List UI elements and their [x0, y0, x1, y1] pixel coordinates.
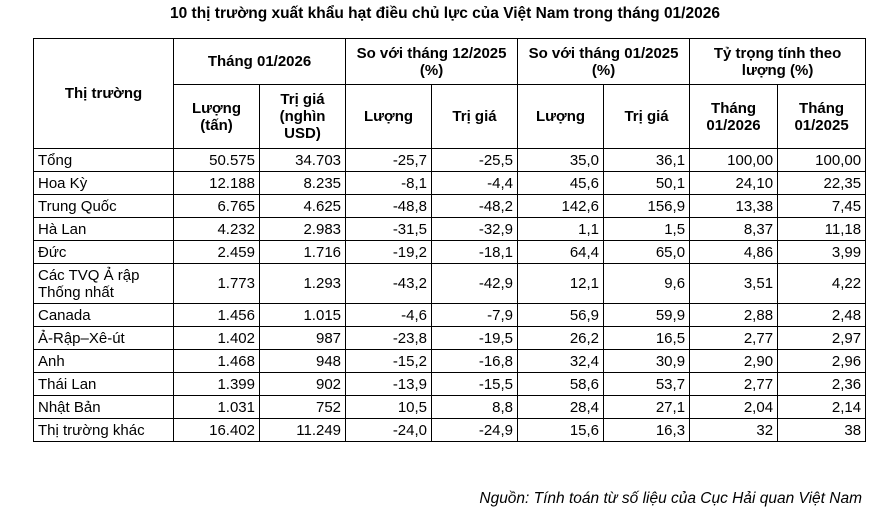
yoy-value-cell: 1,5 — [604, 218, 690, 241]
volume-cell: 1.402 — [174, 327, 260, 350]
value-cell: 34.703 — [260, 149, 346, 172]
market-name: Thái Lan — [34, 373, 174, 396]
dec-volume-cell: 10,5 — [346, 396, 432, 419]
table-row — [34, 172, 866, 195]
market-name: Tổng — [34, 149, 174, 172]
table-title: 10 thị trường xuất khẩu hạt điều chủ lực của Việt Nam trong tháng 01/2026 — [170, 5, 720, 22]
market-name: Canada — [34, 304, 174, 327]
value-cell: 2.983 — [260, 218, 346, 241]
yoy-volume-cell: 28,4 — [518, 396, 604, 419]
market-name: Trung Quốc — [34, 195, 174, 218]
yoy-value-cell: 65,0 — [604, 241, 690, 264]
market-name: Đức — [34, 241, 174, 264]
header-group-jan-2026: Tháng 01/2026 — [174, 39, 346, 85]
yoy-volume-cell: 64,4 — [518, 241, 604, 264]
volume-cell: 1.399 — [174, 373, 260, 396]
yoy-value-cell: 27,1 — [604, 396, 690, 419]
table-row — [34, 241, 866, 264]
yoy-volume-cell: 58,6 — [518, 373, 604, 396]
header-yoy-value: Trị giá — [604, 85, 690, 149]
share-2026-cell: 3,51 — [690, 264, 778, 304]
value-cell: 11.249 — [260, 419, 346, 442]
yoy-value-cell: 16,5 — [604, 327, 690, 350]
value-cell: 948 — [260, 350, 346, 373]
share-2026-cell: 32 — [690, 419, 778, 442]
yoy-volume-cell: 56,9 — [518, 304, 604, 327]
source-note: Nguồn: Tính toán từ số liệu của Cục Hải quan Việt Nam — [479, 490, 862, 507]
yoy-volume-cell: 32,4 — [518, 350, 604, 373]
share-2026-cell: 2,04 — [690, 396, 778, 419]
table-row — [34, 327, 866, 350]
yoy-value-cell: 53,7 — [604, 373, 690, 396]
yoy-volume-cell: 1,1 — [518, 218, 604, 241]
share-2025-cell: 22,35 — [778, 172, 866, 195]
market-name: Nhật Bản — [34, 396, 174, 419]
yoy-value-cell: 59,9 — [604, 304, 690, 327]
header-market: Thị trường — [34, 39, 174, 149]
dec-value-cell: -48,2 — [432, 195, 518, 218]
header-share-2025: Tháng 01/2025 — [778, 85, 866, 149]
volume-cell: 6.765 — [174, 195, 260, 218]
market-name: Hà Lan — [34, 218, 174, 241]
yoy-value-cell: 50,1 — [604, 172, 690, 195]
value-cell: 8.235 — [260, 172, 346, 195]
yoy-volume-cell: 15,6 — [518, 419, 604, 442]
yoy-value-cell: 9,6 — [604, 264, 690, 304]
share-2025-cell: 100,00 — [778, 149, 866, 172]
dec-volume-cell: -8,1 — [346, 172, 432, 195]
header-dec-volume: Lượng — [346, 85, 432, 149]
share-2026-cell: 2,77 — [690, 373, 778, 396]
value-cell: 752 — [260, 396, 346, 419]
dec-value-cell: -32,9 — [432, 218, 518, 241]
table-row — [34, 304, 866, 327]
market-name: Ả-Rập–Xê-út — [34, 327, 174, 350]
volume-cell: 16.402 — [174, 419, 260, 442]
share-2025-cell: 38 — [778, 419, 866, 442]
yoy-value-cell: 156,9 — [604, 195, 690, 218]
dec-value-cell: -15,5 — [432, 373, 518, 396]
dec-value-cell: -25,5 — [432, 149, 518, 172]
value-cell: 1.015 — [260, 304, 346, 327]
market-name: Thị trường khác — [34, 419, 174, 442]
share-2025-cell: 11,18 — [778, 218, 866, 241]
market-name: Anh — [34, 350, 174, 373]
share-2025-cell: 2,48 — [778, 304, 866, 327]
market-name: Các TVQ Ả rập Thống nhất — [34, 264, 174, 304]
yoy-value-cell: 30,9 — [604, 350, 690, 373]
share-2025-cell: 3,99 — [778, 241, 866, 264]
table-row — [34, 264, 866, 304]
table-row — [34, 350, 866, 373]
dec-volume-cell: -15,2 — [346, 350, 432, 373]
market-name: Hoa Kỳ — [34, 172, 174, 195]
header-yoy-volume: Lượng — [518, 85, 604, 149]
dec-volume-cell: -4,6 — [346, 304, 432, 327]
volume-cell: 50.575 — [174, 149, 260, 172]
dec-value-cell: -42,9 — [432, 264, 518, 304]
dec-value-cell: -4,4 — [432, 172, 518, 195]
table-row — [34, 149, 866, 172]
dec-volume-cell: -31,5 — [346, 218, 432, 241]
yoy-volume-cell: 12,1 — [518, 264, 604, 304]
volume-cell: 12.188 — [174, 172, 260, 195]
value-cell: 1.293 — [260, 264, 346, 304]
share-2025-cell: 2,36 — [778, 373, 866, 396]
share-2026-cell: 4,86 — [690, 241, 778, 264]
volume-cell: 1.468 — [174, 350, 260, 373]
table-row — [34, 396, 866, 419]
share-2026-cell: 8,37 — [690, 218, 778, 241]
dec-value-cell: -18,1 — [432, 241, 518, 264]
share-2026-cell: 2,77 — [690, 327, 778, 350]
share-2025-cell: 2,97 — [778, 327, 866, 350]
dec-value-cell: 8,8 — [432, 396, 518, 419]
volume-cell: 1.031 — [174, 396, 260, 419]
table-row — [34, 218, 866, 241]
export-markets-table — [33, 38, 866, 442]
share-2026-cell: 100,00 — [690, 149, 778, 172]
share-2025-cell: 7,45 — [778, 195, 866, 218]
table-row — [34, 373, 866, 396]
header-share-2026: Tháng 01/2026 — [690, 85, 778, 149]
dec-volume-cell: -25,7 — [346, 149, 432, 172]
share-2026-cell: 13,38 — [690, 195, 778, 218]
dec-volume-cell: -13,9 — [346, 373, 432, 396]
table-row — [34, 419, 866, 442]
yoy-volume-cell: 35,0 — [518, 149, 604, 172]
volume-cell: 4.232 — [174, 218, 260, 241]
share-2026-cell: 2,88 — [690, 304, 778, 327]
yoy-value-cell: 36,1 — [604, 149, 690, 172]
share-2026-cell: 24,10 — [690, 172, 778, 195]
dec-volume-cell: -48,8 — [346, 195, 432, 218]
value-cell: 987 — [260, 327, 346, 350]
value-cell: 902 — [260, 373, 346, 396]
header-value-usd: Trị giá (nghìn USD) — [260, 85, 346, 149]
dec-volume-cell: -24,0 — [346, 419, 432, 442]
volume-cell: 1.456 — [174, 304, 260, 327]
yoy-value-cell: 16,3 — [604, 419, 690, 442]
yoy-volume-cell: 142,6 — [518, 195, 604, 218]
share-2025-cell: 2,96 — [778, 350, 866, 373]
dec-value-cell: -16,8 — [432, 350, 518, 373]
value-cell: 4.625 — [260, 195, 346, 218]
dec-value-cell: -24,9 — [432, 419, 518, 442]
header-volume-tons: Lượng (tấn) — [174, 85, 260, 149]
dec-value-cell: -19,5 — [432, 327, 518, 350]
yoy-volume-cell: 26,2 — [518, 327, 604, 350]
header-group-vs-jan-2025: So với tháng 01/2025 (%) — [518, 39, 690, 85]
header-group-share: Tỷ trọng tính theo lượng (%) — [690, 39, 866, 85]
table-row — [34, 195, 866, 218]
share-2025-cell: 4,22 — [778, 264, 866, 304]
dec-volume-cell: -43,2 — [346, 264, 432, 304]
dec-volume-cell: -23,8 — [346, 327, 432, 350]
dec-volume-cell: -19,2 — [346, 241, 432, 264]
share-2025-cell: 2,14 — [778, 396, 866, 419]
volume-cell: 2.459 — [174, 241, 260, 264]
share-2026-cell: 2,90 — [690, 350, 778, 373]
dec-value-cell: -7,9 — [432, 304, 518, 327]
volume-cell: 1.773 — [174, 264, 260, 304]
header-group-vs-dec-2025: So với tháng 12/2025 (%) — [346, 39, 518, 85]
yoy-volume-cell: 45,6 — [518, 172, 604, 195]
header-dec-value: Trị giá — [432, 85, 518, 149]
value-cell: 1.716 — [260, 241, 346, 264]
